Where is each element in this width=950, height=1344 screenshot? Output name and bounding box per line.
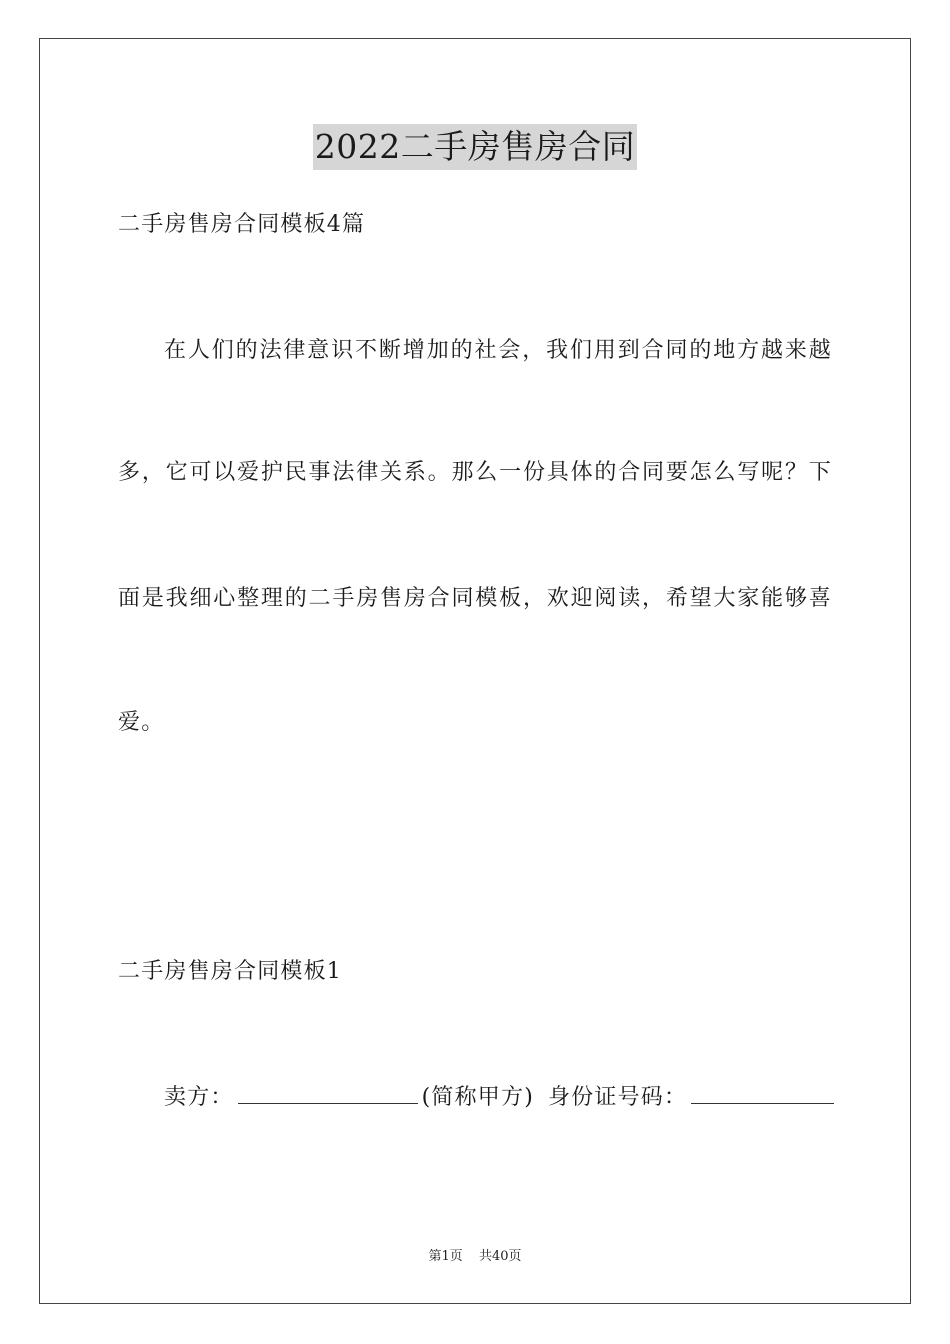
page-footer [0, 1248, 950, 1266]
document-subtitle: 二手房售房合同模板4篇 [118, 212, 366, 237]
intro-line-3: 面是我细心整理的二手房售房合同模板，欢迎阅读，希望大家能够喜 [118, 586, 832, 611]
page-total: 共40页 [478, 1249, 522, 1264]
seller-abbrev: (简称甲方) [421, 1085, 534, 1110]
document-title: 2022二手房售房合同 [313, 124, 637, 170]
section-heading: 二手房售房合同模板1 [118, 959, 342, 984]
seller-row [164, 1081, 834, 1113]
title-container [0, 124, 950, 170]
intro-line-2: 多，它可以爱护民事法律关系。那么一份具体的合同要怎么写呢？下 [118, 460, 832, 485]
id-number-blank [691, 1081, 834, 1104]
seller-label: 卖方： [164, 1085, 234, 1110]
page-number: 第1页 [428, 1249, 463, 1264]
intro-line-4: 爱。 [118, 710, 165, 735]
seller-name-blank [238, 1081, 418, 1104]
intro-line-1: 在人们的法律意识不断增加的社会，我们用到合同的地方越来越 [164, 338, 832, 363]
id-number-label: 身份证号码： [547, 1085, 688, 1110]
